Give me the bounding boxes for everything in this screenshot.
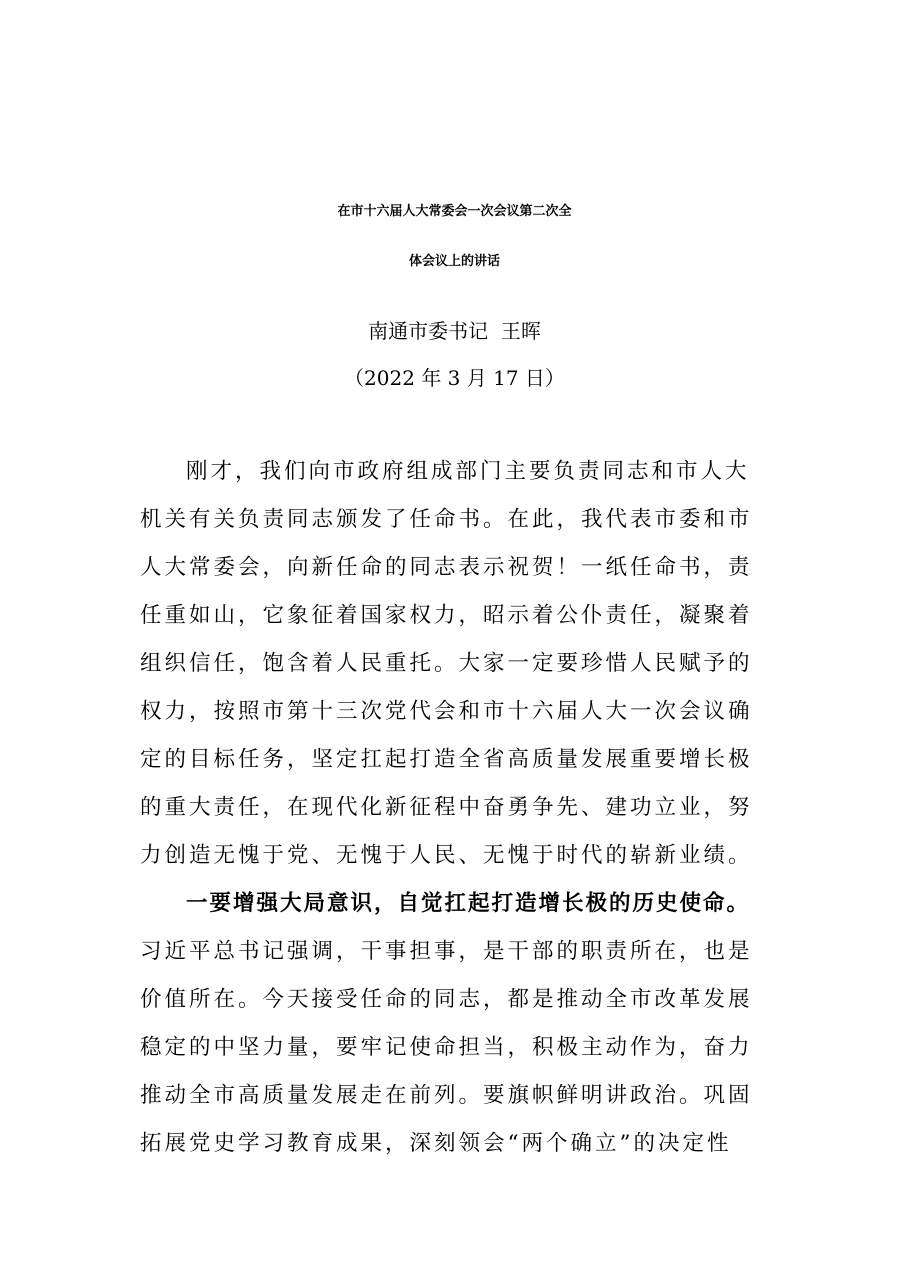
paragraph-line: 机关有关负责同志颁发了任命书。在此，我代表市委和市 — [140, 507, 753, 532]
paragraph-line: 习近平总书记强调，干事担事，是干部的职责所在，也是 — [140, 939, 753, 964]
paragraph-line: 任重如山，它象征着国家权力，昭示着公仆责任，凝聚着 — [140, 603, 753, 628]
paragraph-line: 推动全市高质量发展走在前列。要旗帜鲜明讲政治。巩固 — [140, 1083, 753, 1108]
document-title-line-2: 体会议上的讲话 — [408, 254, 500, 269]
paragraph-line: 权力，按照市第十三次党代会和市十六届人大一次会议确 — [140, 699, 753, 724]
paragraph-line: 人大常委会，向新任命的同志表示祝贺！一纸任命书，责 — [140, 555, 753, 580]
paragraph-line: 组织信任，饱含着人民重托。大家一定要珍惜人民赋予的 — [140, 651, 753, 676]
section-heading-line: 一要增强大局意识，自觉扛起打造增长极的历史使命。 — [186, 891, 751, 916]
document-title-line-1: 在市十六届人大常委会一次会议第二次全 — [337, 204, 572, 219]
paragraph-line: 拓展党史学习教育成果，深刻领会“两个确立”的决定性 — [140, 1131, 732, 1156]
author-line: 南通市委书记 王晖 — [368, 319, 541, 343]
date-line: （2022 年 3 月 17 日） — [344, 366, 565, 390]
paragraph-line: 定的目标任务，坚定扛起打造全省高质量发展重要增长极 — [140, 747, 753, 772]
paragraph-line: 力创造无愧于党、无愧于人民、无愧于时代的崭新业绩。 — [140, 843, 753, 868]
paragraph-line: 刚才，我们向市政府组成部门主要负责同志和市人大 — [186, 459, 750, 484]
paragraph-line: 稳定的中坚力量，要牢记使命担当，积极主动作为，奋力 — [140, 1035, 753, 1060]
paragraph-line: 的重大责任，在现代化新征程中奋勇争先、建功立业，努 — [140, 795, 753, 820]
paragraph-line: 价值所在。今天接受任命的同志，都是推动全市改革发展 — [140, 987, 753, 1012]
